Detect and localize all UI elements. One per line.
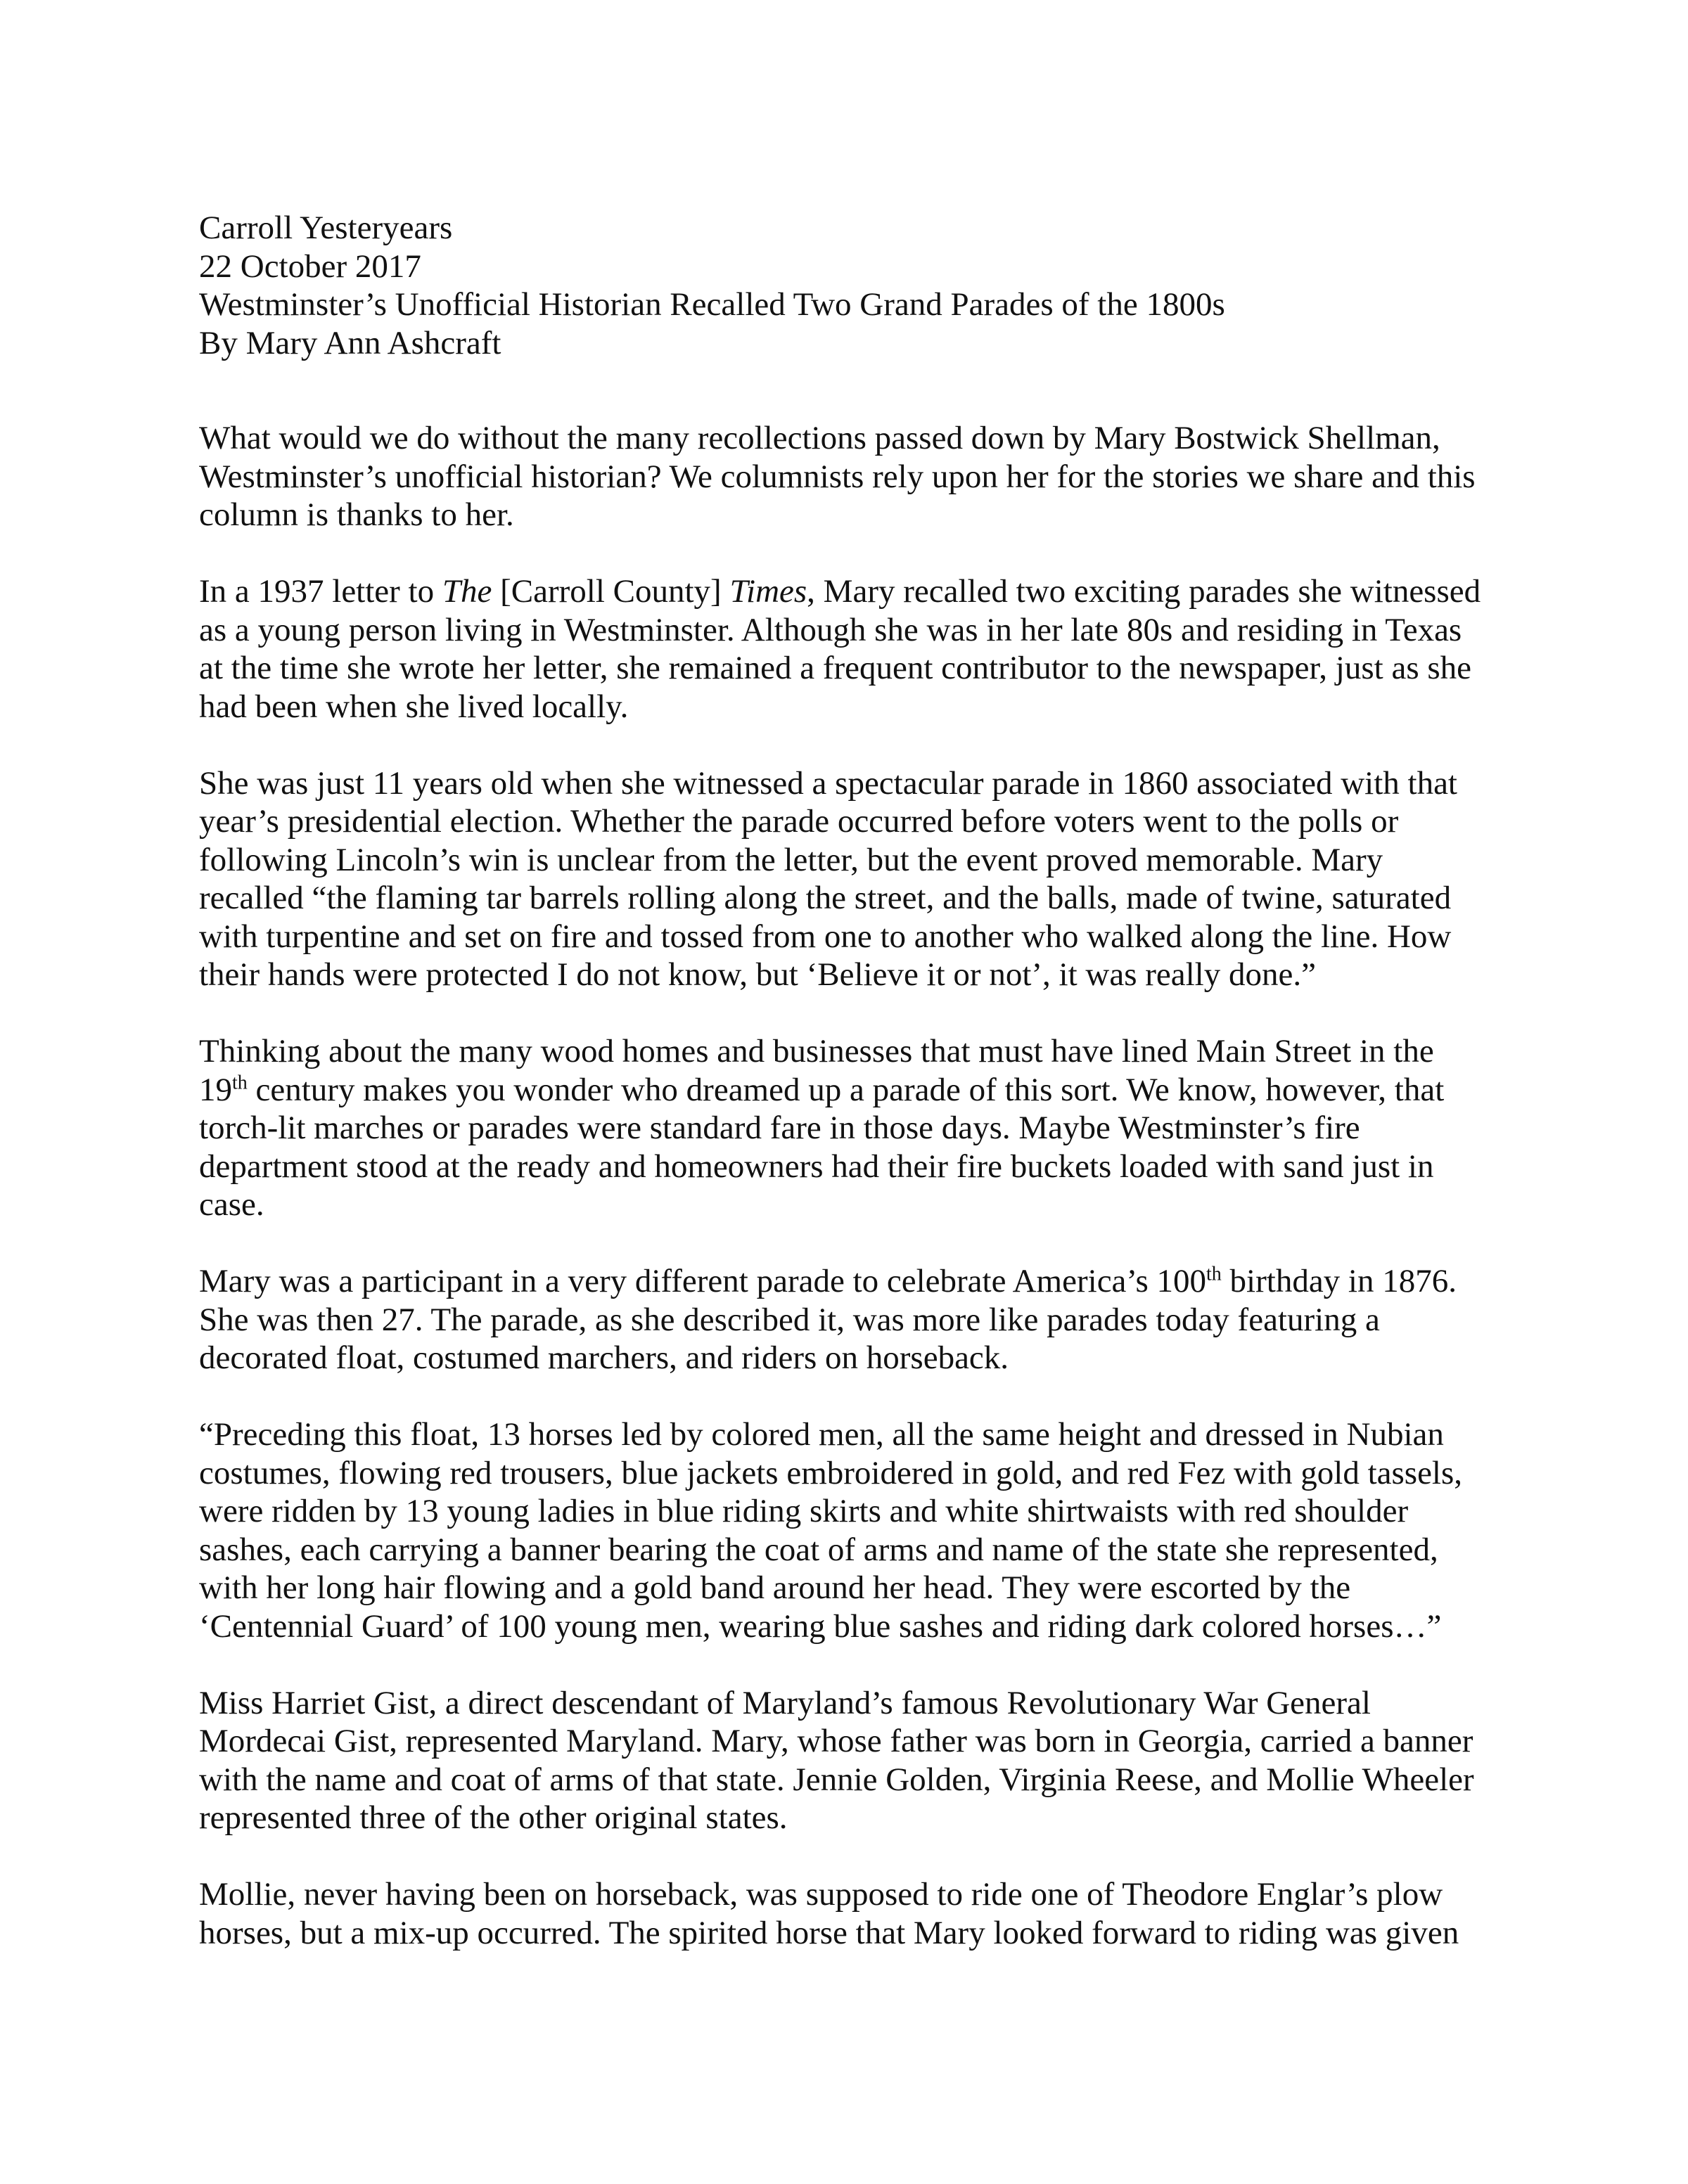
superscript: th	[1206, 1263, 1222, 1285]
paragraph	[199, 419, 1507, 534]
text-line: with turpentine and set on fire and tossed from one to another who walked along the line. How	[199, 918, 1452, 955]
spacer	[199, 362, 1507, 419]
italic-text: Times	[729, 573, 807, 610]
text-line: as a young person living in Westminster. Although she was in her late 80s and residing in Texas	[199, 611, 1462, 648]
superscript: th	[232, 1071, 248, 1093]
paragraph	[199, 1262, 1507, 1377]
text-line: represented three of the other original states.	[199, 1799, 788, 1836]
paragraph-gap	[199, 534, 1507, 573]
text-line: column is thanks to her.	[199, 496, 514, 533]
text-line: Mollie, never having been on horseback, was supposed to ride one of Theodore Englar’s plow	[199, 1876, 1443, 1913]
text-line: case.	[199, 1186, 264, 1223]
text-line: year’s presidential election. Whether the parade occurred before voters went to the polls or	[199, 803, 1399, 840]
document-page	[199, 209, 1507, 1952]
text-line: Mordecai Gist, represented Maryland. Mary, whose father was born in Georgia, carried a banner	[199, 1723, 1473, 1759]
italic-text: The	[442, 573, 492, 610]
paragraph	[199, 1032, 1507, 1224]
text-line	[199, 1071, 1507, 1110]
paragraph	[199, 1415, 1507, 1645]
text-span: , Mary recalled two exciting parades she witnessed	[807, 573, 1481, 610]
article-title: Westminster’s Unofficial Historian Recalled Two Grand Parades of the 1800s	[199, 286, 1225, 323]
paragraph	[199, 1875, 1507, 1952]
text-span: 19	[199, 1071, 232, 1108]
paragraph-gap	[199, 1837, 1507, 1876]
paragraph-gap	[199, 726, 1507, 764]
text-line: had been when she lived locally.	[199, 688, 629, 725]
text-line: “Preceding this float, 13 horses led by colored men, all the same height and dressed in Nubian	[199, 1416, 1444, 1453]
text-line: sashes, each carrying a banner bearing the coat of arms and name of the state she represented,	[199, 1531, 1438, 1568]
text-span: [Carroll County]	[492, 573, 730, 610]
text-span: birthday in 1876.	[1221, 1263, 1457, 1299]
paragraph	[199, 1684, 1507, 1837]
text-span: century makes you wonder who dreamed up a parade of this sort. We know, however, that	[247, 1071, 1445, 1108]
article-body	[199, 419, 1507, 1952]
text-line: with the name and coat of arms of that state. Jennie Golden, Virginia Reese, and Mollie Wheeler	[199, 1761, 1474, 1798]
text-span: Mary was a participant in a very different parade to celebrate America’s 100	[199, 1263, 1207, 1299]
text-line: with her long hair flowing and a gold band around her head. They were escorted by the	[199, 1569, 1351, 1606]
text-line: department stood at the ready and homeowners had their fire buckets loaded with sand just in	[199, 1148, 1434, 1185]
text-line: costumes, flowing red trousers, blue jackets embroidered in gold, and red Fez with gold tassels,	[199, 1454, 1463, 1491]
paragraph-gap	[199, 1645, 1507, 1684]
text-line: their hands were protected I do not know, but ‘Believe it or not’, it was really done.”	[199, 956, 1316, 993]
text-line: following Lincoln’s win is unclear from the letter, but the event proved memorable. Mary	[199, 841, 1383, 878]
text-span: In a 1937 letter to	[199, 573, 442, 610]
paragraph-gap	[199, 1377, 1507, 1416]
text-line: torch-lit marches or parades were standard fare in those days. Maybe Westminster’s fire	[199, 1110, 1360, 1146]
text-line: horses, but a mix-up occurred. The spirited horse that Mary looked forward to riding was given	[199, 1914, 1459, 1951]
column-name: Carroll Yesteryears	[199, 210, 453, 246]
paragraph	[199, 764, 1507, 994]
text-line: recalled “the flaming tar barrels rolling along the street, and the balls, made of twine, saturated	[199, 880, 1452, 916]
text-line: at the time she wrote her letter, she remained a frequent contributor to the newspaper, just as she	[199, 650, 1472, 686]
text-line: Miss Harriet Gist, a direct descendant of Maryland’s famous Revolutionary War General	[199, 1684, 1371, 1721]
text-line: were ridden by 13 young ladies in blue riding skirts and white shirtwaists with red shoulder	[199, 1493, 1409, 1529]
text-line: decorated float, costumed marchers, and riders on horseback.	[199, 1340, 1009, 1376]
text-line: ‘Centennial Guard’ of 100 young men, wearing blue sashes and riding dark colored horses…”	[199, 1607, 1442, 1645]
paragraph	[199, 572, 1507, 726]
text-line: She was then 27. The parade, as she described it, was more like parades today featuring a	[199, 1301, 1380, 1338]
paragraph-gap	[199, 994, 1507, 1033]
text-line: Thinking about the many wood homes and businesses that must have lined Main Street in the	[199, 1033, 1434, 1069]
article-date: 22 October 2017	[199, 248, 421, 285]
text-line	[199, 572, 1507, 611]
text-line: She was just 11 years old when she witnessed a spectacular parade in 1860 associated with that	[199, 764, 1457, 802]
byline: By Mary Ann Ashcraft	[199, 324, 501, 361]
text-line: Westminster’s unofficial historian? We columnists rely upon her for the stories we share and this	[199, 458, 1476, 495]
text-line	[199, 1262, 1507, 1301]
text-line: What would we do without the many recollections passed down by Mary Bostwick Shellman,	[199, 420, 1440, 456]
paragraph-gap	[199, 1224, 1507, 1263]
